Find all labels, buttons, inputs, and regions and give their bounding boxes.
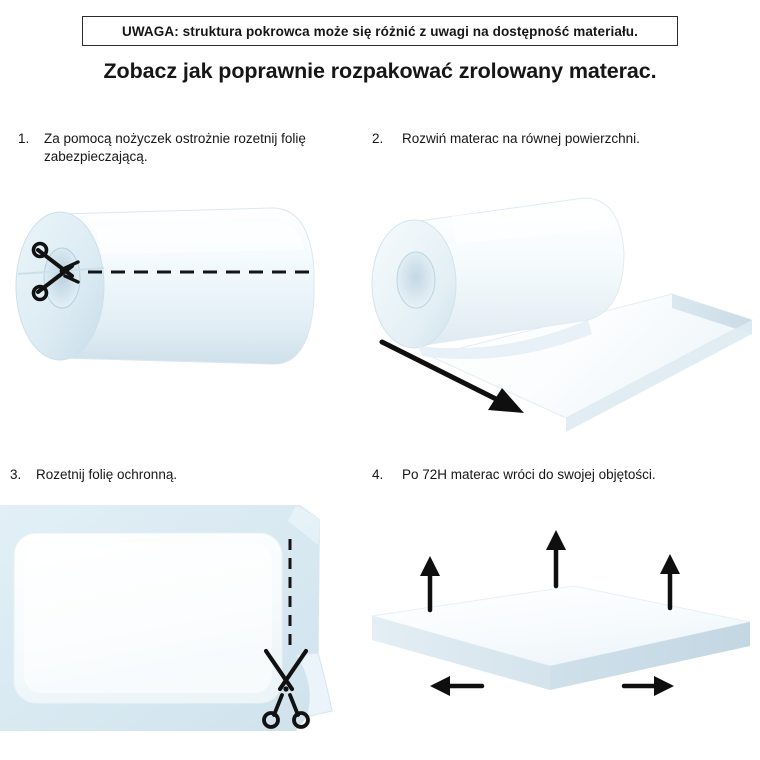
- step-3-caption: [10, 466, 330, 484]
- step-4-text: Po 72H materac wróci do swojej objętości.: [402, 467, 656, 482]
- step-1-number: 1.: [18, 131, 30, 146]
- step-4-number: 4.: [372, 467, 384, 482]
- step-4-caption: [372, 466, 732, 484]
- mattress-roll-hole: [397, 252, 435, 308]
- step-3-number: 3.: [10, 467, 22, 482]
- mattress-inner-highlight: [24, 543, 272, 693]
- step-4-illustration: [352, 530, 760, 760]
- notice-text: UWAGA: struktura pokrowca może się różnić z uwagi na dostępność materiału.: [121, 23, 638, 39]
- notice-box: [82, 16, 678, 46]
- step-2-illustration: [352, 160, 760, 440]
- roll-highlight: [96, 222, 304, 254]
- expand-arrow-center: [546, 530, 566, 586]
- step-3-illustration: [0, 505, 340, 755]
- step-1-illustration: [0, 178, 340, 428]
- expand-arrow-right-side: [624, 676, 674, 696]
- expand-arrow-left: [420, 556, 440, 610]
- step-3-text: Rozetnij folię ochronną.: [36, 467, 178, 482]
- step-2-caption: [372, 130, 712, 148]
- step-1-caption: [18, 130, 328, 166]
- expand-arrow-right: [660, 554, 680, 608]
- page-title: Zobacz jak poprawnie rozpakować zrolowany materac.: [103, 59, 657, 83]
- step-2-number: 2.: [372, 131, 384, 146]
- step-1-text: Za pomocą nożyczek ostrożnie rozetnij folię zabezpieczającą.: [44, 131, 306, 165]
- expand-arrow-left-side: [430, 676, 482, 696]
- step-2-text: Rozwiń materac na równej powierzchni.: [402, 131, 640, 146]
